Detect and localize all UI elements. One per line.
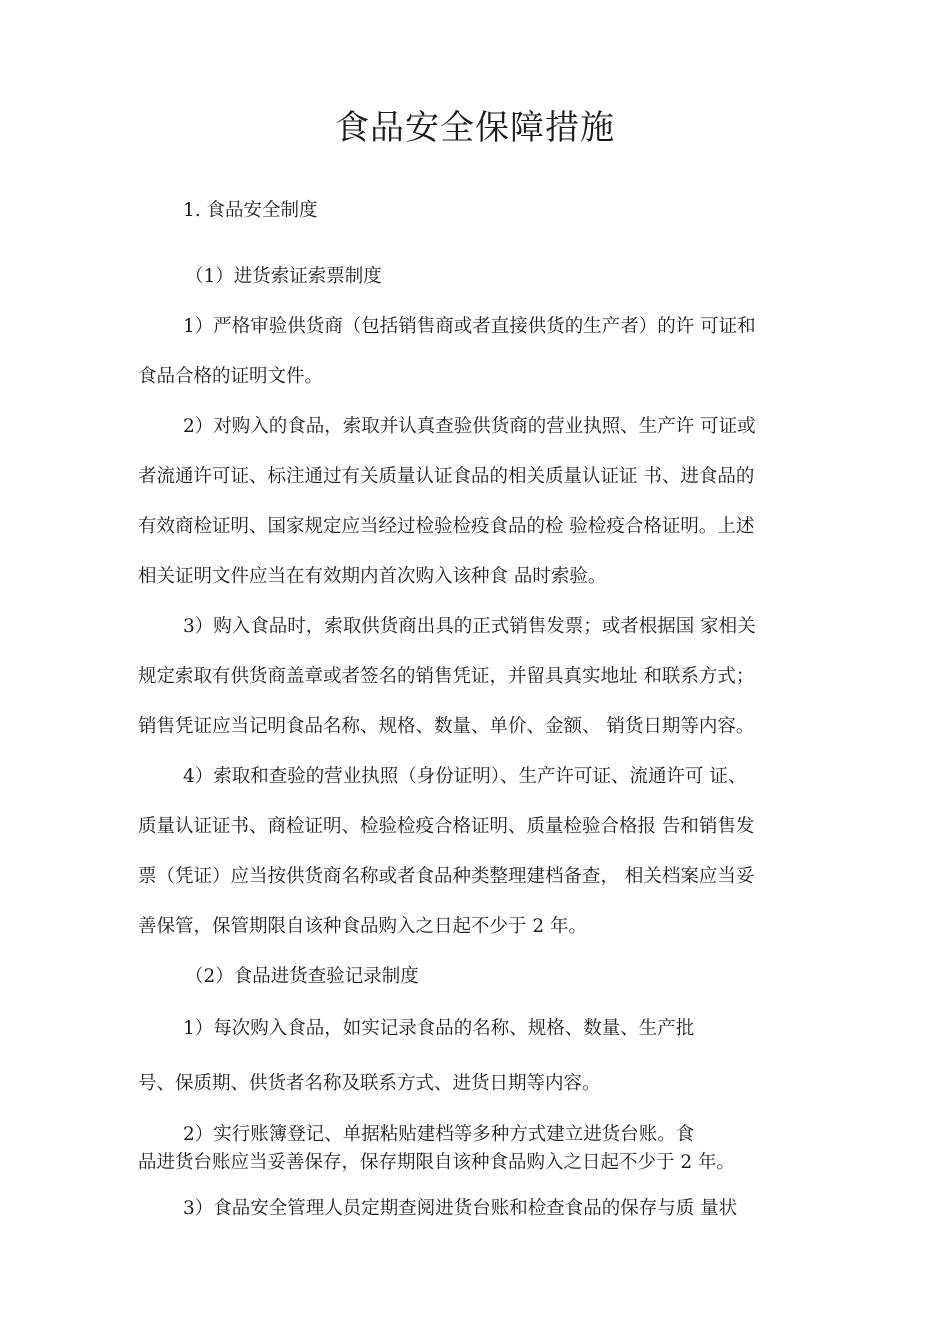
paragraph-line: 规定索取有供货商盖章或者签名的销售凭证，并留具真实地址 和联系方式；: [138, 666, 755, 687]
paragraph-line: 品进货台账应当妥善保存，保存期限自该种食品购入之日起不少于 2 年。: [138, 1152, 736, 1173]
paragraph-line: 销售凭证应当记明食品名称、规格、数量、单价、金额、 销货日期等内容。: [138, 716, 755, 737]
paragraph-line: 3）食品安全管理人员定期查阅进货台账和检查食品的保存与质 量状: [183, 1198, 738, 1219]
paragraph-line: 善保管，保管期限自该种食品购入之日起不少于 2 年。: [138, 916, 588, 937]
paragraph-line: 质量认证证书、商检证明、检验检疫合格证明、质量检验合格报 告和销售发: [138, 816, 755, 837]
paragraph-line: 者流通许可证、标注通过有关质量认证食品的相关质量认证证 书、进食品的: [138, 466, 755, 487]
paragraph-line: 有效商检证明、国家规定应当经过检验检疫食品的检 验检疫合格证明。上述: [138, 516, 755, 537]
paragraph-line: 3）购入食品时，索取供货商出具的正式销售发票；或者根据国 家相关: [183, 616, 756, 637]
paragraph-line: 相关证明文件应当在有效期内首次购入该种食 品时索验。: [138, 566, 607, 587]
paragraph-line: 2）实行账簿登记、单据粘贴建档等多种方式建立进货台账。食: [183, 1124, 695, 1145]
paragraph-line: 1）每次购入食品，如实记录食品的名称、规格、数量、生产批: [183, 1018, 695, 1039]
subsection-heading: （2）食品进货查验记录制度: [185, 966, 419, 987]
paragraph-line: 1）严格审验供货商（包括销售商或者直接供货的生产者）的许 可证和: [183, 316, 756, 337]
page-title: 食品安全保障措施: [335, 108, 615, 148]
section-heading: 1. 食品安全制度: [183, 200, 318, 221]
paragraph-line: 票（凭证）应当按供货商名称或者食品种类整理建档备查， 相关档案应当妥: [138, 866, 755, 887]
paragraph-line: 号、保质期、供货者名称及联系方式、进货日期等内容。: [138, 1073, 601, 1094]
paragraph-line: 食品合格的证明文件。: [138, 366, 324, 387]
subsection-heading: （1）进货索证索票制度: [185, 266, 382, 287]
paragraph-line: 2）对购入的食品，索取并认真查验供货商的营业执照、生产许 可证或: [183, 416, 756, 437]
paragraph-line: 4）索取和查验的营业执照（身份证明）、生产许可证、流通许可 证、: [183, 766, 747, 787]
